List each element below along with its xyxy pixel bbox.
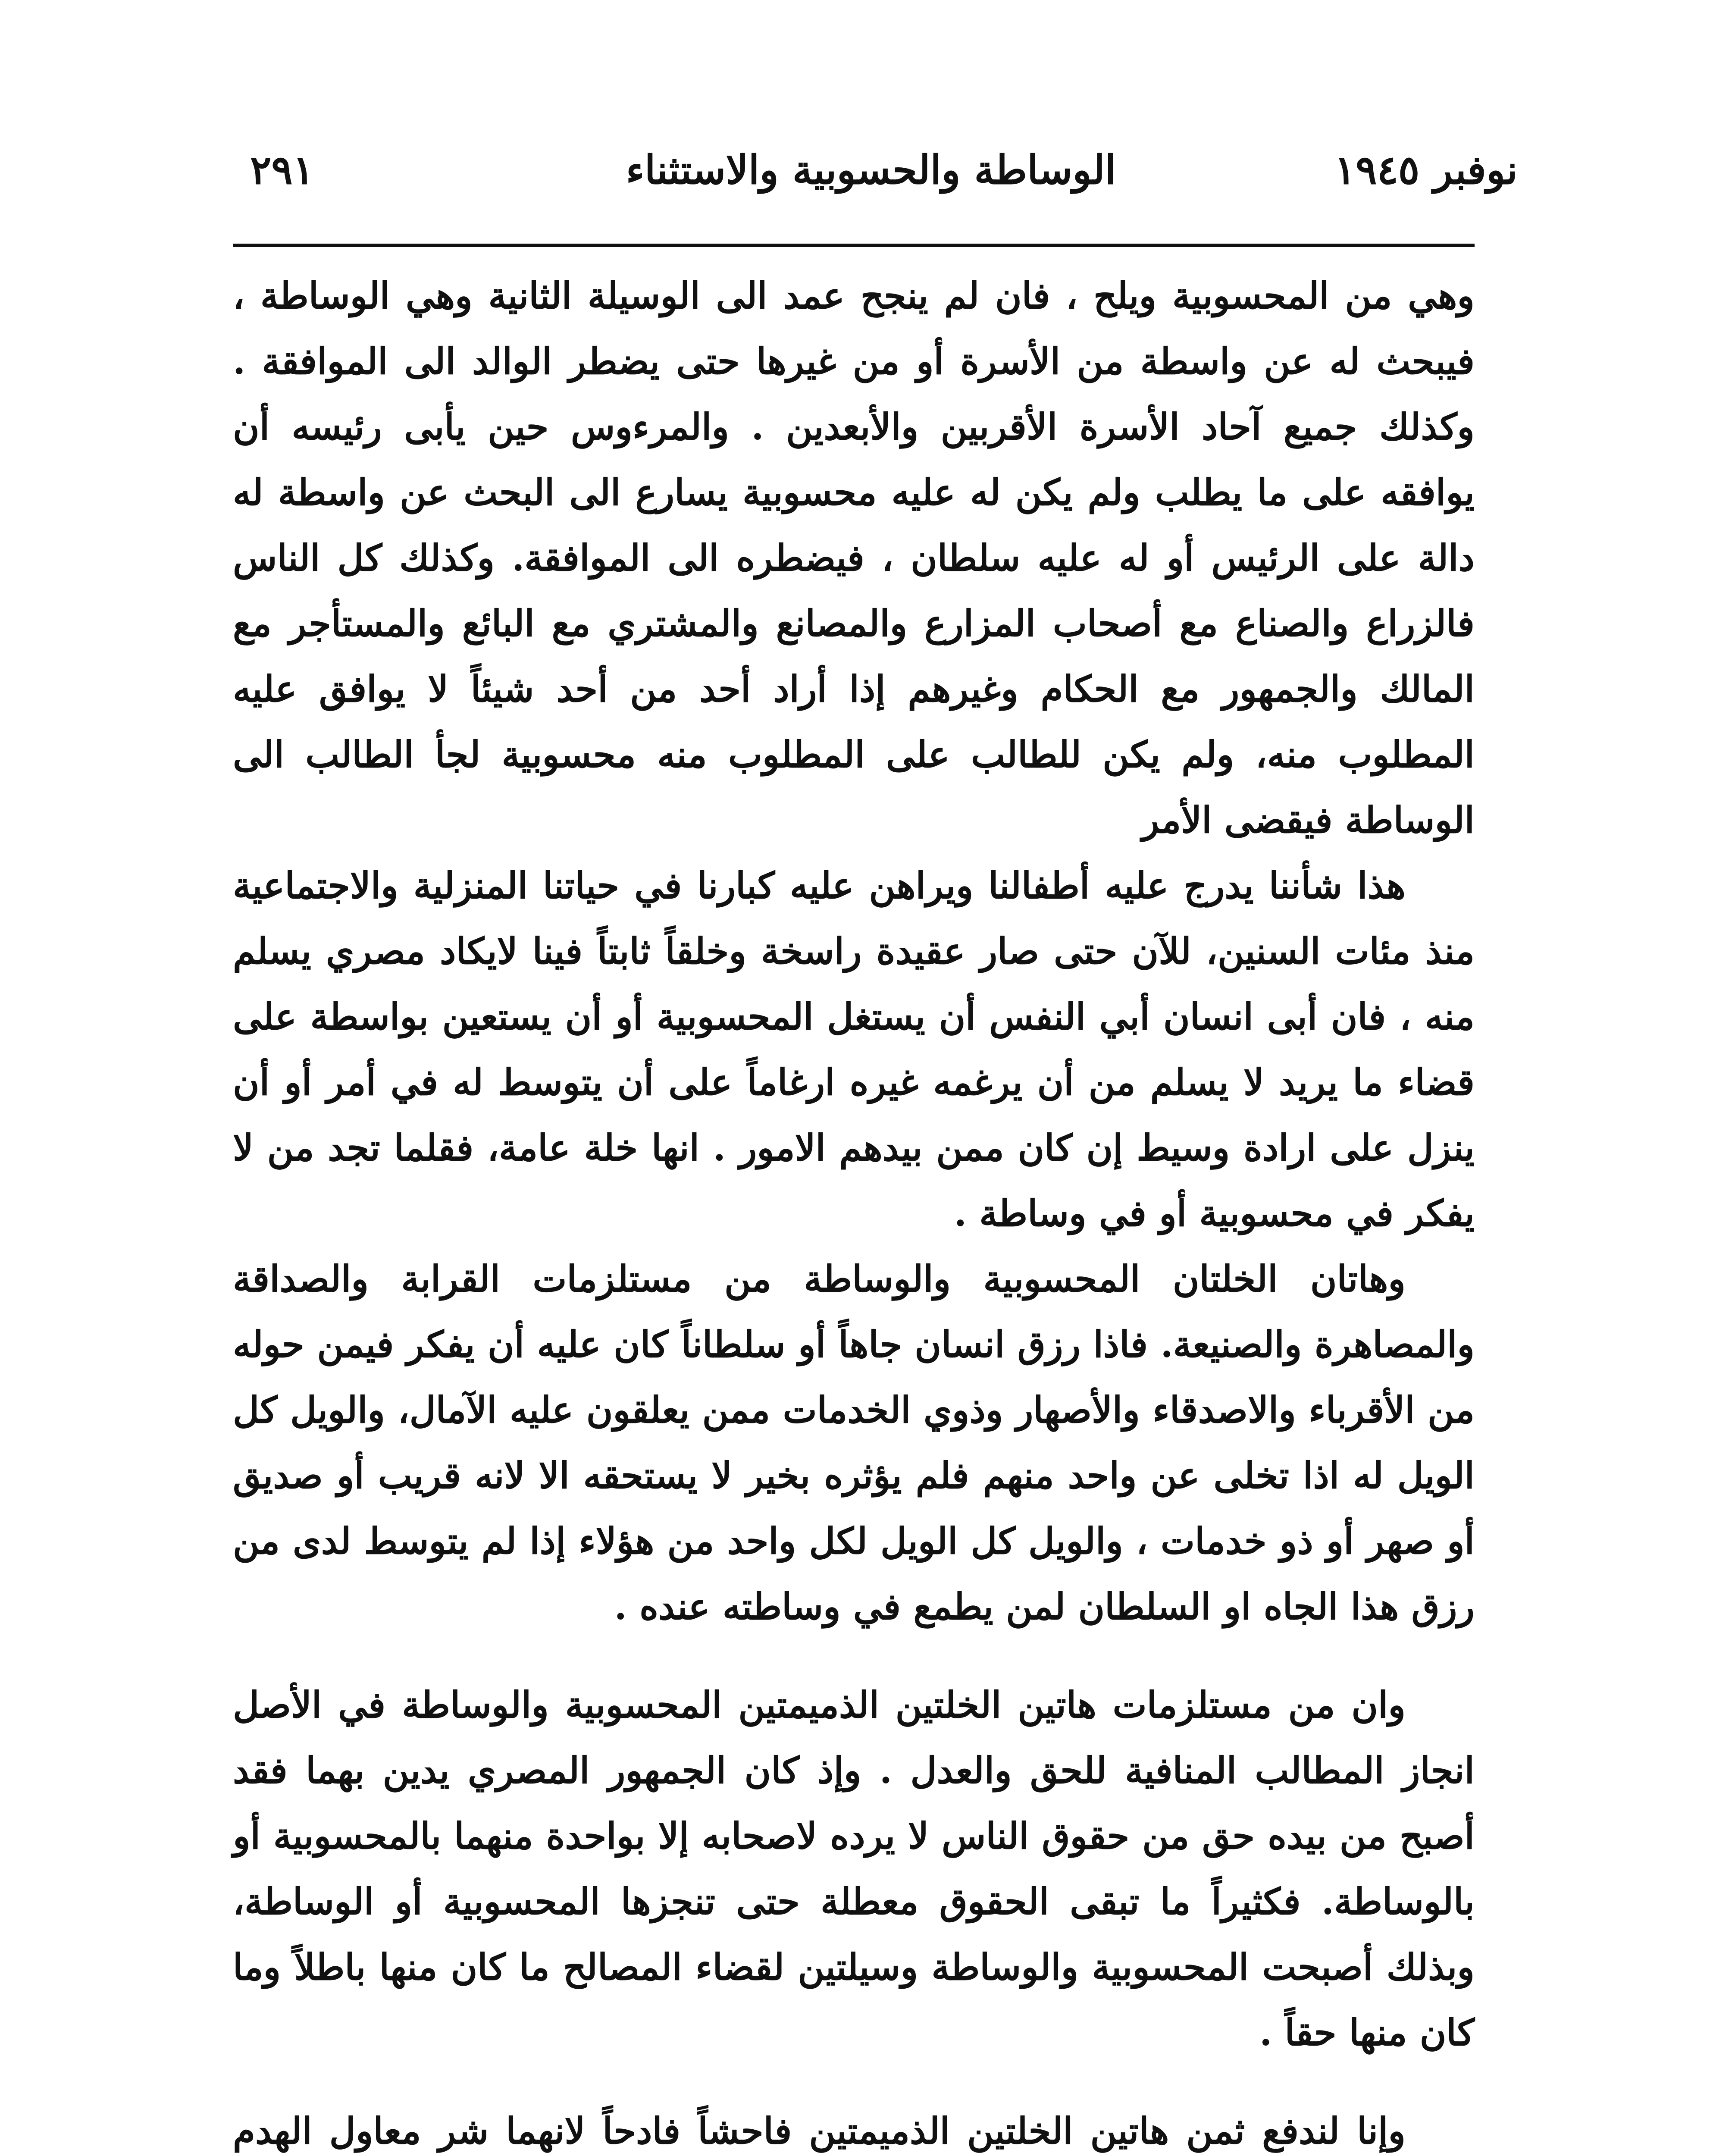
page-number: ٢٩١ bbox=[250, 147, 314, 193]
body-text bbox=[233, 263, 1475, 2156]
paragraph-4: وان من مستلزمات هاتين الخلتين الذميمتين المحسوبية والوساطة في الأصل انجاز المطالب المنافية للحق والعدل . وإذ كان الجمهور المصري يدين بهما فقد أصبح من بيده حق من حقوق الناس لا يرده لاصحابه إلا بواحدة منهما بالمحسوبية أو بالوساطة. فكثيراً ما تبقى الحقوق معطلة حتى تنجزها المحسوبية أو الوساطة، وبذلك أصبحت المحسوبية والوساطة وسيلتين لقضاء المصالح ما كان منها باطلاً وما كان منها حقاً . bbox=[233, 1683, 1475, 2054]
paragraph-1: وهي من المحسوبية ويلح ، فان لم ينجح عمد الى الوسيلة الثانية وهي الوساطة ، فيبحث له عن واسطة من الأسرة أو من غيرها حتى يضطر الوالد الى الموافقة . وكذلك جميع آحاد الأسرة الأقربين والأبعدين . والمرءوس حين يأبى رئيسه أن يوافقه على ما يطلب ولم يكن له عليه محسوبية يسارع الى البحث عن واسطة له دالة على الرئيس أو له عليه سلطان ، فيضطره الى الموافقة. وكذلك كل الناس فالزراع والصناع مع أصحاب المزارع والمصانع والمشتري مع البائع والمستأجر مع المالك والجمهور مع الحكام وغيرهم إذا أراد أحد من أحد شيئاً لا يوافق عليه المطلوب منه، ولم يكن للطالب على المطلوب منه محسوبية لجأ الطالب الى الوساطة فيقضى الأمر bbox=[233, 274, 1475, 841]
running-header bbox=[224, 142, 1518, 211]
header-rule bbox=[233, 244, 1475, 247]
paragraph-2: هذا شأننا يدرج عليه أطفالنا ويراهن عليه كبارنا في حياتنا المنزلية والاجتماعية منذ مئات السنين، للآن حتى صار عقيدة راسخة وخلقاً ثابتاً فينا لايكاد مصري يسلم منه ، فان أبى انسان أبي النفس أن يستغل المحسوبية أو أن يستعين بواسطة على قضاء ما يريد لا يسلم من أن يرغمه غيره ارغاماً على أن يتوسط له في أمر أو أن ينزل على ارادة وسيط إن كان ممن بيدهم الامور . انها خلة عامة، فقلما تجد من لا يفكر في محسوبية أو في وساطة . bbox=[233, 864, 1475, 1235]
header-date: نوفبر ١٩٤٥ bbox=[1334, 147, 1518, 193]
paragraph-3: وهاتان الخلتان المحسوبية والوساطة من مستلزمات القرابة والصداقة والمصاهرة والصنيعة. فاذا رزق انسان جاهاً أو سلطاناً كان عليه أن يفكر فيمن حوله من الأقرباء والاصدقاء والأصهار وذوي الخدمات ممن يعلقون عليه الآمال، والويل كل الويل له اذا تخلى عن واحد منهم فلم يؤثره بخير لا يستحقه الا لانه قريب أو صديق أو صهر أو ذو خدمات ، والويل كل الويل لكل واحد من هؤلاء إذا لم يتوسط لدى من رزق هذا الجاه او السلطان لمن يطمع في وساطته عنده . bbox=[233, 1257, 1475, 1628]
header-title: الوساطة والحسوبية والاستثناء bbox=[626, 147, 1116, 193]
paragraph-5: وإنا لندفع ثمن هاتين الخلتين الذميمتين فاحشاً فادحاً لانهما شر معاول الهدم bbox=[233, 2109, 1406, 2152]
